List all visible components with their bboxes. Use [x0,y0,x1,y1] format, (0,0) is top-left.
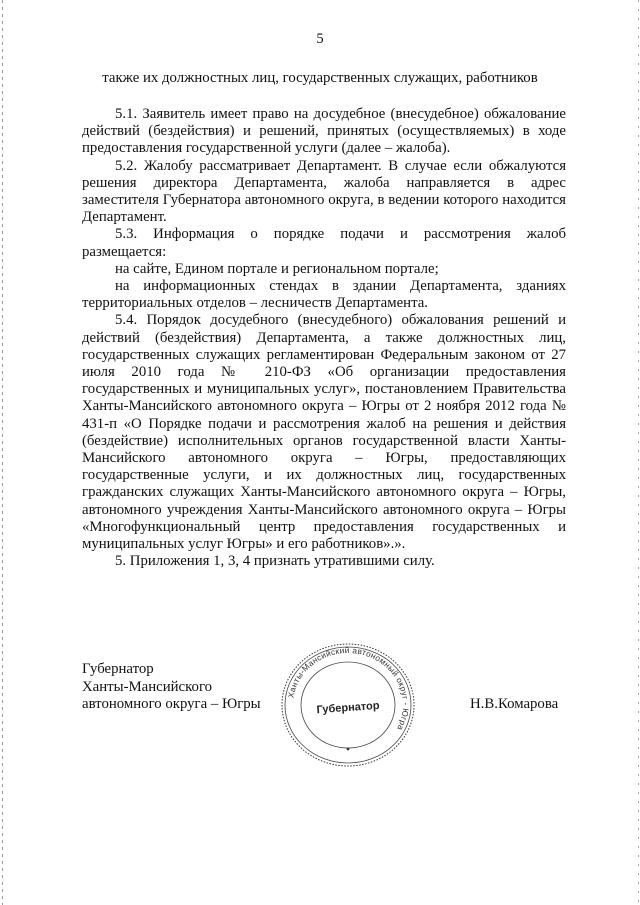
list-item-stands: на информационных стендах в здании Департамента, зданиях территориальных отделов – лесничеств Департамента. [82,278,566,312]
paragraph-5-4: 5.4. Порядок досудебного (внесудебного) обжалования решений и действий (бездействия) Департамента, а также должностных лиц, государственных служащих регламентирован Федеральным законом от 27 июля 2010 года № 210-ФЗ «Об организации предоставления государственных и муниципальных услуг», постановлением Правительства Ханты-Мансийского автономного округа – Югры от 2 ноября 2012 года № 431-п «О Порядке подачи и рассмотрения жалоб на решения и действия (бездействие) исполнительных органов государственной власти Ханты-Мансийского автономного округа – Югры, предоставляющих государственные услуги, и их должностных лиц, государственных гражданских служащих Ханты-Мансийского автономного округа – Югры, автономного учреждения Ханты-Мансийского автономного округа – Югры «Многофункциональный центр предоставления государственных и муниципальных услуг Югры» и его работников».». [82,312,566,553]
signatory-title-line: автономного округа – Югры [82,696,261,713]
section-heading-continuation: также их должностных лиц, государственных служащих, работников [102,70,538,86]
signatory-name: Н.В.Комарова [470,696,559,712]
list-item-website: на сайте, Едином портале и региональном портале; [115,260,439,277]
paragraph-5-3: 5.3. Информация о порядке подачи и рассмотрения жалоб размещается: [82,226,566,260]
page-number: 5 [316,31,324,47]
stamp-dot [347,748,350,751]
signatory-title-line: Ханты-Мансийского [82,678,213,695]
paragraph-5-2: 5.2. Жалобу рассматривает Департамент. В случае если обжалуются решения директора Департамента, жалоба направляется в адрес заместителя Губернатора автономного округа, в ведении которого находится Департамент. [82,157,566,226]
stamp-ring-text: Ханты-Мансийский автономный округ - Югра [285,644,412,733]
signatory-title [82,661,261,714]
signatory-title-line: Губернатор [82,661,154,677]
official-stamp [277,641,419,769]
paragraph-5: 5. Приложения 1, 3, 4 признать утратившими силу. [115,553,435,570]
paragraph-5-1: 5.1. Заявитель имеет право на досудебное (внесудебное) обжалование действий (бездействия) и решений, принятых (осуществляемых) в ходе предоставления государственной услуги (далее – жалоба). [82,106,566,157]
stamp-center-text: Губернатор [316,699,380,717]
